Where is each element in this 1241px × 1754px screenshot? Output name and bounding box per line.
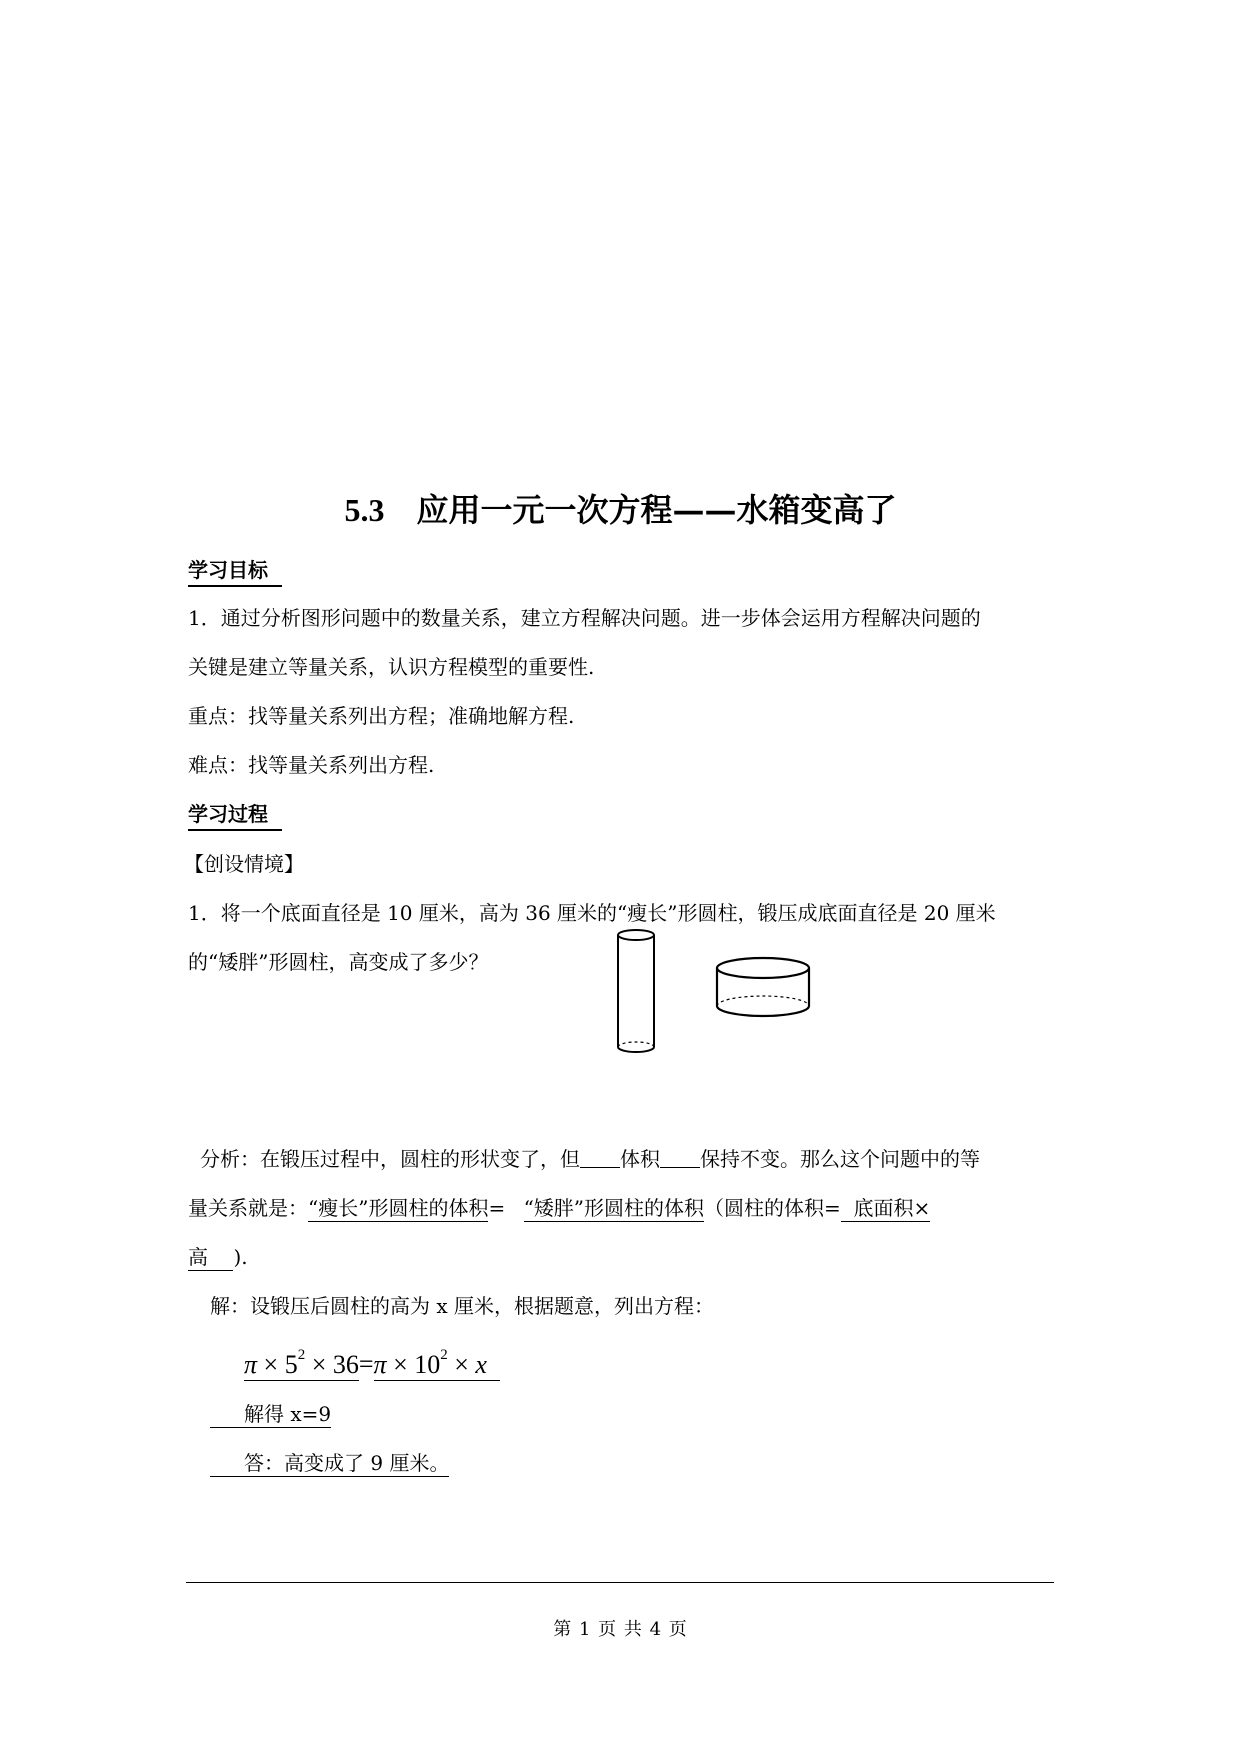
tall-cylinder bbox=[618, 930, 654, 1052]
analysis-line-3 bbox=[188, 1243, 248, 1271]
solution-setup: 解：设锻压后圆柱的高为 x 厘米，根据题意，列出方程： bbox=[210, 1294, 714, 1318]
title-text: 应用一元一次方程——水箱变高了 bbox=[416, 491, 897, 529]
analysis-fill-volume: 体积 bbox=[620, 1147, 660, 1171]
problem-line-2: 的“矮胖”形圆柱，高变成了多少？ bbox=[188, 950, 489, 974]
blank-1 bbox=[580, 1147, 620, 1168]
difficulty-point: 难点：找等量关系列出方程. bbox=[188, 753, 435, 777]
analysis-relation-label: 量关系就是： bbox=[188, 1196, 308, 1220]
base-area-times: 底面积× bbox=[840, 1196, 931, 1220]
equation bbox=[244, 1343, 500, 1381]
analysis-close: ). bbox=[233, 1245, 248, 1269]
short-cylinder bbox=[717, 958, 809, 1016]
analysis-line-1 bbox=[200, 1145, 980, 1173]
process-heading: 学习过程 bbox=[188, 800, 282, 831]
objective-line-2: 关键是建立等量关系，认识方程模型的重要性. bbox=[188, 655, 595, 679]
objective-line-1: 1．通过分析图形问题中的数量关系，建立方程解决问题。进一步体会运用方程解决问题的 bbox=[188, 606, 981, 630]
equation-rhs: $\pi \times 10^2 \times x$ bbox=[374, 1350, 500, 1381]
solution-result: 解得 x=9 bbox=[210, 1400, 331, 1428]
equation-lhs: $\pi \times 5^2 \times 36$ bbox=[244, 1347, 359, 1379]
problem-line-1: 1．将一个底面直径是 10 厘米，高为 36 厘米的“瘦长”形圆柱，锻压成底面直径是 20 厘米 bbox=[188, 901, 996, 925]
solution-answer: 答：高变成了 9 厘米。 bbox=[210, 1449, 449, 1477]
analysis-line-2 bbox=[188, 1194, 930, 1222]
blank-2 bbox=[660, 1147, 700, 1168]
situation-label: 【创设情境】 bbox=[184, 852, 304, 876]
equals-sign: = bbox=[488, 1196, 512, 1220]
short-cylinder-volume: “矮胖”形圆柱的体积 bbox=[523, 1196, 705, 1220]
title-number: 5.3 bbox=[344, 492, 385, 528]
cylinder-volume-label: （圆柱的体积= bbox=[704, 1196, 841, 1220]
key-point: 重点：找等量关系列出方程；准确地解方程. bbox=[188, 704, 575, 728]
analysis-continued: 保持不变。那么这个问题中的等 bbox=[700, 1147, 980, 1171]
footer-divider bbox=[186, 1582, 1054, 1583]
page-title bbox=[0, 490, 1241, 530]
analysis-intro: 分析：在锻压过程中，圆柱的形状变了，但 bbox=[200, 1147, 580, 1171]
equation-equals: = bbox=[358, 1349, 374, 1379]
objectives-heading: 学习目标 bbox=[188, 556, 282, 587]
page-number: 第 1 页 共 4 页 bbox=[553, 1619, 688, 1640]
tall-cylinder-volume: “瘦长”形圆柱的体积 bbox=[308, 1196, 489, 1220]
height-fill: 高 bbox=[188, 1245, 234, 1269]
